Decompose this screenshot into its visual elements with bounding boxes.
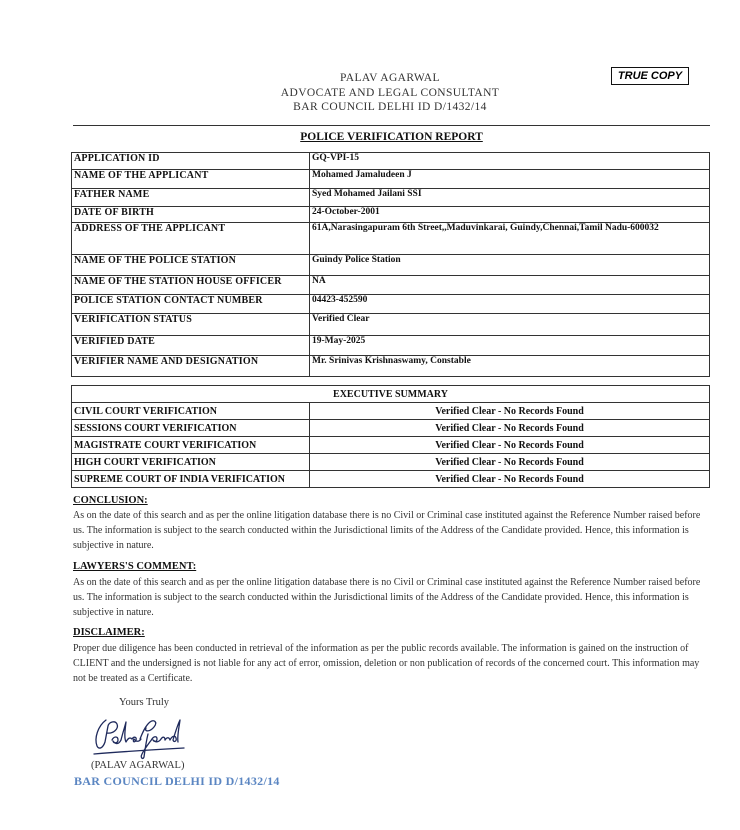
summary-value: Verified Clear - No Records Found [310, 471, 710, 488]
detail-label: ADDRESS OF THE APPLICANT [72, 223, 310, 255]
applicant-details-table [71, 152, 710, 377]
detail-label: DATE OF BIRTH [72, 207, 310, 223]
detail-value: Mr. Srinivas Krishnaswamy, Constable [310, 356, 710, 377]
table-row [72, 276, 710, 295]
table-row [72, 153, 710, 170]
summary-label: SESSIONS COURT VERIFICATION [72, 420, 310, 437]
table-row [72, 189, 710, 207]
summary-label: MAGISTRATE COURT VERIFICATION [72, 437, 310, 454]
summary-label: CIVIL COURT VERIFICATION [72, 403, 310, 420]
detail-value: Verified Clear [310, 314, 710, 336]
summary-value: Verified Clear - No Records Found [310, 454, 710, 471]
detail-label: NAME OF THE STATION HOUSE OFFICER [72, 276, 310, 295]
table-row [72, 223, 710, 255]
disclaimer-title: DISCLAIMER: [73, 627, 145, 638]
conclusion-text: As on the date of this search and as per the online litigation database there is no Civil or Criminal case instituted against the Reference Number raised before us. The information is subject to the search conducted within the Jurisdictional limits of the Address of the Candidate provided. Hence, this information is subjective in nature. [73, 510, 701, 551]
signatory-bar-id: BAR COUNCIL DELHI ID D/1432/14 [74, 774, 280, 788]
summary-label: SUPREME COURT OF INDIA VERIFICATION [72, 471, 310, 488]
table-row [72, 314, 710, 336]
detail-label: POLICE STATION CONTACT NUMBER [72, 295, 310, 314]
detail-value: 19-May-2025 [310, 336, 710, 356]
table-row [72, 170, 710, 189]
table-row [72, 437, 710, 454]
table-row [72, 454, 710, 471]
detail-value: 61A,Narasingapuram 6th Street,,Maduvinkarai, Guindy,Chennai,Tamil Nadu-600032 [310, 223, 710, 255]
letterhead-bar-id: BAR COUNCIL DELHI ID D/1432/14 [293, 101, 487, 113]
summary-title: EXECUTIVE SUMMARY [72, 386, 710, 403]
detail-label: VERIFIED DATE [72, 336, 310, 356]
summary-value: Verified Clear - No Records Found [310, 420, 710, 437]
detail-value: Syed Mohamed Jailani SSI [310, 189, 710, 207]
detail-value: NA [310, 276, 710, 295]
table-row [72, 255, 710, 276]
true-copy-stamp: TRUE COPY [611, 67, 689, 85]
detail-label: FATHER NAME [72, 189, 310, 207]
summary-value: Verified Clear - No Records Found [310, 437, 710, 454]
summary-header-row [72, 386, 710, 403]
handwritten-signature [88, 712, 192, 762]
table-row [72, 207, 710, 223]
detail-label: VERIFICATION STATUS [72, 314, 310, 336]
executive-summary-table [71, 385, 710, 488]
detail-label: NAME OF THE POLICE STATION [72, 255, 310, 276]
header-divider [73, 125, 710, 126]
detail-value: GQ-VPI-15 [310, 153, 710, 170]
table-row [72, 403, 710, 420]
letterhead-role: ADVOCATE AND LEGAL CONSULTANT [280, 87, 500, 99]
detail-value: Mohamed Jamaludeen J [310, 170, 710, 189]
detail-label: VERIFIER NAME AND DESIGNATION [72, 356, 310, 377]
summary-value: Verified Clear - No Records Found [310, 403, 710, 420]
lawyers-comment-title: LAWYERS'S COMMENT: [73, 561, 197, 572]
letterhead-name: PALAV AGARWAL [340, 72, 440, 84]
detail-label: NAME OF THE APPLICANT [72, 170, 310, 189]
report-title: POLICE VERIFICATION REPORT [300, 131, 483, 143]
table-row [72, 356, 710, 377]
table-row [72, 420, 710, 437]
table-row [72, 336, 710, 356]
detail-value: Guindy Police Station [310, 255, 710, 276]
table-row [72, 295, 710, 314]
conclusion-title: CONCLUSION: [73, 495, 148, 506]
table-row [72, 471, 710, 488]
lawyers-comment-text: As on the date of this search and as per the online litigation database there is no Civil or Criminal case instituted against the Reference Number raised before us. The information is subject to the search conducted within the Jurisdictional limits of the Address of the Candidate provided. Hence, this information is subjective in nature. [73, 577, 701, 618]
detail-value: 04423-452590 [310, 295, 710, 314]
signatory-name: (PALAV AGARWAL) [91, 760, 185, 771]
detail-value: 24-October-2001 [310, 207, 710, 223]
closing-text: Yours Truly [119, 697, 170, 708]
detail-label: APPLICATION ID [72, 153, 310, 170]
summary-label: HIGH COURT VERIFICATION [72, 454, 310, 471]
disclaimer-text: Proper due diligence has been conducted in retrieval of the information as per the public records available. The information is gained on the instruction of CLIENT and the undersigned is not liable for any act of error, omission, deletion or non publication of records of the concerned court. This information may not be treated as a Certificate. [73, 643, 700, 684]
